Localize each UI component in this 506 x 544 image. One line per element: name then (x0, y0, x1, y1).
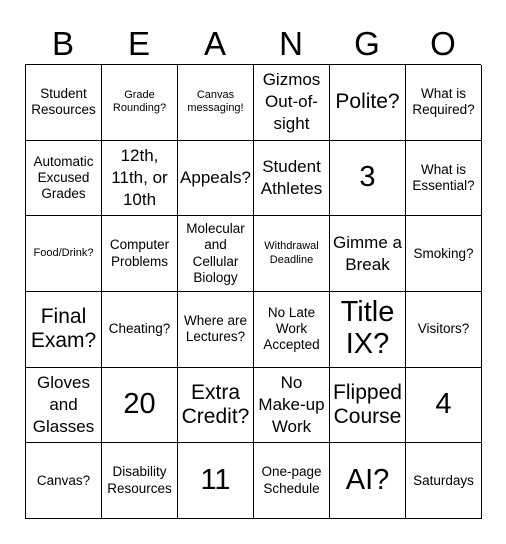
bingo-cell[interactable]: Canvas? (26, 443, 102, 519)
bingo-cell[interactable]: Gimme a Break (330, 216, 406, 292)
bingo-cell[interactable]: Student Resources (26, 65, 102, 141)
bingo-cell[interactable]: AI? (330, 443, 406, 519)
bingo-cell[interactable]: Where are Lectures? (178, 292, 254, 368)
bingo-cell[interactable]: Gloves and Glasses (26, 368, 102, 444)
bingo-cell[interactable]: Computer Problems (102, 216, 178, 292)
bingo-cell[interactable]: Appeals? (178, 141, 254, 217)
bingo-cell[interactable]: Flipped Course (330, 368, 406, 444)
bingo-cell[interactable]: One-page Schedule (254, 443, 330, 519)
bingo-cell[interactable]: Polite? (330, 65, 406, 141)
bingo-cell[interactable]: Student Athletes (254, 141, 330, 217)
bingo-cell[interactable]: 12th, 11th, or 10th (102, 141, 178, 217)
bingo-cell[interactable]: 11 (178, 443, 254, 519)
bingo-cell[interactable]: Title IX? (330, 292, 406, 368)
bingo-cell[interactable]: Gizmos Out-of-sight (254, 65, 330, 141)
bingo-cell[interactable]: Automatic Excused Grades (26, 141, 102, 217)
bingo-cell[interactable]: Visitors? (406, 292, 482, 368)
bingo-cell[interactable]: Canvas messaging! (178, 65, 254, 141)
header-letter-n: N (279, 25, 303, 62)
bingo-cell[interactable]: No Late Work Accepted (254, 292, 330, 368)
bingo-cell[interactable]: Disability Resources (102, 443, 178, 519)
bingo-cell[interactable]: Saturdays (406, 443, 482, 519)
bingo-cell[interactable]: Extra Credit? (178, 368, 254, 444)
bingo-cell[interactable]: Cheating? (102, 292, 178, 368)
bingo-cell[interactable]: Food/Drink? (26, 216, 102, 292)
header-letter-g: G (354, 25, 380, 62)
header-letter-e: E (127, 25, 150, 62)
header-letter-o: O (430, 25, 456, 62)
bingo-cell[interactable]: Withdrawal Deadline (254, 216, 330, 292)
bingo-cell[interactable]: What is Essential? (406, 141, 482, 217)
bingo-header (25, 24, 481, 64)
header-letter-b: B (51, 25, 74, 62)
bingo-cell[interactable]: What is Required? (406, 65, 482, 141)
bingo-cell[interactable]: 20 (102, 368, 178, 444)
bingo-cell[interactable]: Grade Rounding? (102, 65, 178, 141)
bingo-cell[interactable]: Molecular and Cellular Biology (178, 216, 254, 292)
bingo-cell[interactable]: Smoking? (406, 216, 482, 292)
bingo-board (25, 64, 481, 519)
bingo-cell[interactable]: 4 (406, 368, 482, 444)
header-letter-a: A (203, 25, 226, 62)
bingo-cell[interactable]: No Make-up Work (254, 368, 330, 444)
bingo-cell[interactable]: Final Exam? (26, 292, 102, 368)
bingo-cell[interactable]: 3 (330, 141, 406, 217)
